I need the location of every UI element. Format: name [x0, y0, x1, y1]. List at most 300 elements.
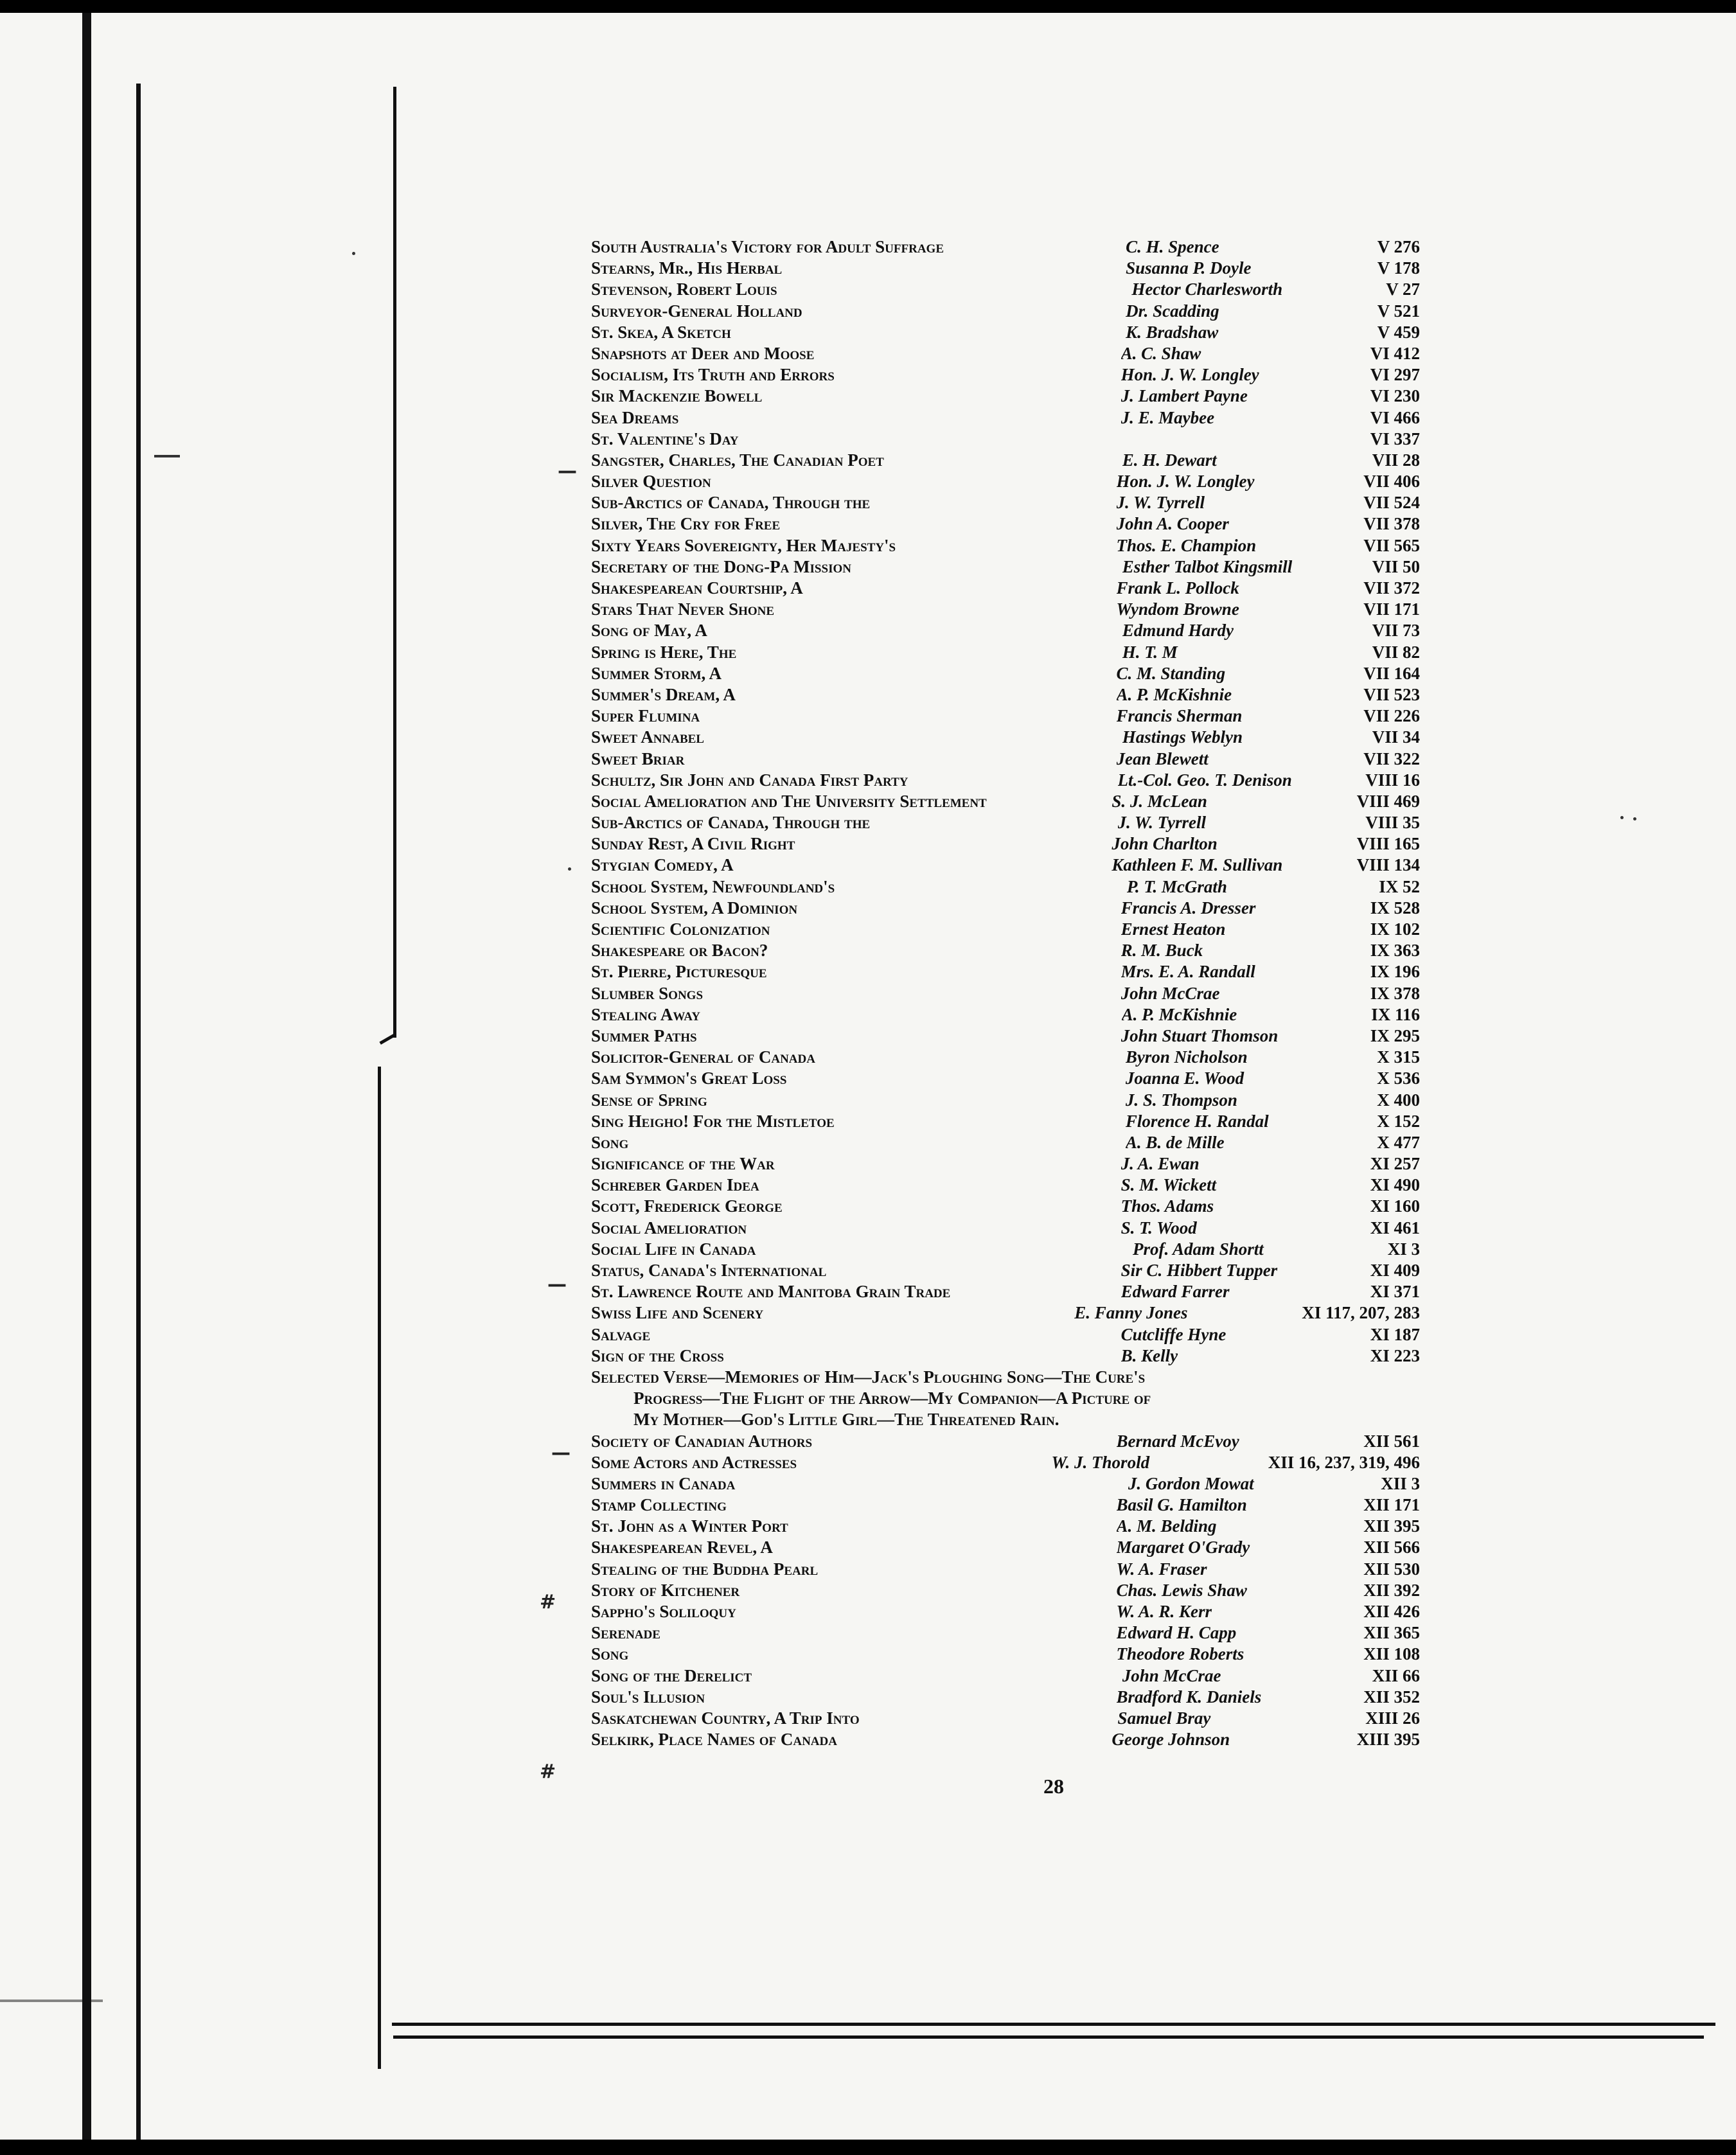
entry-volume: VI — [1370, 386, 1390, 406]
index-entry — [591, 663, 1420, 684]
entry-reference — [1388, 1239, 1420, 1260]
entry-page: 378 — [1394, 514, 1420, 534]
entry-page: 16, 237, 319, 496 — [1298, 1452, 1420, 1472]
entry-page: 395 — [1394, 1516, 1420, 1536]
entry-volume: VI — [1370, 365, 1390, 385]
entry-author: Thos. E. Champion — [1116, 535, 1257, 555]
pen-tally-mark: # — [540, 1760, 556, 1783]
entry-volume: VI — [1370, 429, 1390, 448]
index-entry — [591, 513, 1420, 535]
index-entry — [591, 919, 1420, 940]
index-entry — [591, 1324, 1420, 1345]
entry-reference — [1363, 1537, 1420, 1558]
entry-title: Sappho's Soliloquy — [591, 1602, 736, 1621]
entry-author: Margaret O'Grady — [1116, 1538, 1250, 1557]
entry-title: Summer Paths — [591, 1025, 697, 1045]
entry-title: Sweet Annabel — [591, 727, 704, 747]
entry-title: Schultz, Sir John and Canada First Party — [591, 770, 908, 790]
entry-title: Song of the Derelict — [591, 1665, 752, 1685]
entry-page: 134 — [1394, 855, 1420, 875]
entry-reference — [1370, 1324, 1420, 1345]
entry-title: Shakespearean Courtship, A — [591, 578, 803, 598]
index-entry — [591, 1068, 1420, 1089]
entry-author: K. Bradshaw — [1126, 322, 1219, 342]
entry-author: R. M. Buck — [1120, 941, 1203, 961]
entry-author: Joanna E. Wood — [1125, 1069, 1244, 1088]
entry-page: 524 — [1394, 493, 1420, 513]
entry-page: 28 — [1403, 450, 1420, 470]
entry-title: Selkirk, Place Names of Canada — [591, 1730, 837, 1750]
index-entry — [591, 535, 1420, 556]
entry-reference — [1377, 1132, 1420, 1153]
entry-volume: XIII — [1365, 1708, 1399, 1728]
entry-author: Hector Charlesworth — [1131, 279, 1283, 299]
entry-reference — [1363, 1580, 1420, 1601]
entry-page: 297 — [1394, 365, 1420, 385]
entry-volume: VII — [1363, 599, 1390, 619]
entry-reference — [1357, 833, 1420, 855]
index-entry — [591, 1047, 1420, 1068]
entry-author: B. Kelly — [1120, 1345, 1178, 1365]
entry-reference — [1370, 940, 1420, 961]
entry-author: Ernest Heaton — [1120, 919, 1226, 939]
index-entry — [591, 1601, 1420, 1622]
entry-reference — [1377, 236, 1420, 258]
entry-author: Hon. J. W. Longley — [1116, 472, 1255, 492]
entry-title: Summer Storm, A — [591, 663, 722, 683]
entry-reference — [1377, 258, 1420, 279]
entry-page: 523 — [1394, 684, 1420, 704]
entry-page: 108 — [1394, 1644, 1420, 1664]
entry-volume: XI — [1370, 1175, 1390, 1195]
entry-author: J. Lambert Payne — [1120, 386, 1248, 406]
entry-volume: X — [1377, 1047, 1390, 1067]
index-entry — [591, 471, 1420, 492]
entry-reference — [1363, 1601, 1420, 1622]
entry-volume: XII — [1363, 1602, 1390, 1621]
entry-page: 16 — [1403, 770, 1420, 790]
entry-volume: VIII — [1356, 855, 1390, 875]
bottom-rule-upper — [392, 2023, 1715, 2026]
entry-volume: X — [1377, 1090, 1390, 1110]
index-entry — [591, 236, 1420, 258]
entry-volume: IX — [1379, 876, 1399, 896]
entry-title: Significance of the War — [591, 1154, 775, 1174]
entry-reference — [1363, 578, 1420, 599]
entry-reference — [1363, 684, 1420, 705]
entry-author: J. Gordon Mowat — [1128, 1473, 1254, 1493]
entry-volume: V — [1377, 322, 1390, 342]
entry-page: 365 — [1394, 1623, 1420, 1643]
entry-author: A. P. McKishnie — [1121, 1004, 1237, 1024]
index-entry — [591, 1622, 1420, 1644]
entry-page: 165 — [1394, 834, 1420, 854]
entry-author: Kathleen F. M. Sullivan — [1112, 855, 1283, 875]
selected-verse-line: Progress—The Flight of the Arrow—My Companion—A Picture of — [633, 1388, 1151, 1408]
entry-author: John Stuart Thomson — [1120, 1025, 1279, 1045]
entry-reference — [1372, 620, 1420, 641]
entry-volume: XI — [1370, 1345, 1390, 1365]
entry-reference — [1386, 279, 1420, 300]
entry-page: 459 — [1394, 322, 1420, 342]
entry-title: Stealing Away — [591, 1004, 701, 1024]
entry-title: Song — [591, 1132, 629, 1152]
entry-reference — [1363, 749, 1420, 770]
entry-reference — [1370, 1218, 1420, 1239]
entry-title: Sense of Spring — [591, 1090, 707, 1110]
entry-title: Stars That Never Shone — [591, 599, 775, 619]
entry-volume: VIII — [1365, 770, 1399, 790]
entry-page: 52 — [1403, 876, 1420, 896]
pen-dash-mark: — — [558, 460, 577, 483]
entry-author: C. M. Standing — [1116, 663, 1226, 683]
entry-author: Thos. Adams — [1120, 1196, 1214, 1216]
page-number: 28 — [1043, 1775, 1064, 1798]
index-entry — [591, 749, 1420, 770]
entry-page: 469 — [1394, 791, 1420, 811]
entry-title: School System, A Dominion — [591, 898, 798, 918]
entry-volume: VII — [1363, 749, 1390, 768]
entry-author: Edmund Hardy — [1122, 621, 1234, 641]
index-entry — [591, 407, 1420, 429]
entry-reference — [1365, 770, 1420, 791]
entry-author: A. P. McKishnie — [1116, 684, 1232, 704]
selected-verse-line: My Mother—God's Little Girl—The Threatened Rain. — [633, 1410, 1059, 1430]
index-entry — [591, 983, 1420, 1004]
entry-title: Schreber Garden Idea — [591, 1175, 759, 1195]
entry-reference — [1381, 1473, 1420, 1494]
pen-dash-mark: — — [547, 1273, 567, 1296]
entry-title: Social Life in Canada — [591, 1239, 756, 1259]
entry-reference — [1370, 364, 1420, 386]
entry-page: 117, 207, 283 — [1325, 1303, 1420, 1323]
entry-title: Society of Canadian Authors — [591, 1431, 813, 1451]
entry-author: George Johnson — [1112, 1730, 1230, 1750]
entry-volume: V — [1377, 258, 1390, 278]
entry-title: St. Valentine's Day — [591, 429, 739, 448]
entry-volume: XII — [1363, 1687, 1390, 1707]
entry-author: E. Fanny Jones — [1074, 1303, 1188, 1323]
entry-page: 406 — [1394, 472, 1420, 492]
entry-title: Socialism, Its Truth and Errors — [591, 365, 835, 385]
entry-volume: V — [1377, 237, 1390, 256]
entry-author: Jean Blewett — [1116, 749, 1209, 768]
index-entry — [591, 855, 1420, 876]
entry-volume: IX — [1370, 983, 1390, 1003]
entry-author: Hon. J. W. Longley — [1120, 365, 1259, 385]
entry-title: Stygian Comedy, A — [591, 855, 734, 875]
entry-volume: VIII — [1356, 791, 1390, 811]
entry-author: S. J. McLean — [1112, 791, 1207, 811]
entry-reference — [1365, 1708, 1420, 1729]
entry-volume: V — [1386, 279, 1399, 299]
entry-reference — [1363, 1622, 1420, 1644]
entry-page: 171 — [1394, 1495, 1420, 1515]
index-entry — [591, 1153, 1420, 1175]
entry-reference — [1357, 855, 1420, 876]
entry-title: Song of May, A — [591, 621, 707, 641]
entry-page: 295 — [1394, 1025, 1420, 1045]
entry-volume: XI — [1370, 1261, 1390, 1280]
entry-title: Stealing of the Buddha Pearl — [591, 1559, 819, 1579]
entry-volume: VII — [1363, 472, 1390, 492]
entry-volume: VII — [1363, 535, 1390, 555]
entry-volume: VII — [1372, 642, 1399, 662]
index-entry — [591, 1218, 1420, 1239]
entry-title: Shakespearean Revel, A — [591, 1538, 773, 1557]
entry-reference — [1363, 1559, 1420, 1580]
entry-page: 566 — [1394, 1538, 1420, 1557]
entry-reference — [1363, 1494, 1420, 1516]
entry-author: Sir C. Hibbert Tupper — [1120, 1261, 1278, 1280]
entry-page: 521 — [1394, 301, 1420, 321]
entry-author: Chas. Lewis Shaw — [1116, 1580, 1247, 1600]
entry-author: Edward Farrer — [1120, 1282, 1230, 1302]
entry-reference — [1370, 1025, 1420, 1047]
entry-page: 565 — [1394, 535, 1420, 555]
left-frame-rule — [136, 84, 141, 2140]
entry-page: 35 — [1403, 813, 1420, 833]
entry-page: 230 — [1394, 386, 1420, 406]
scan-speck — [154, 455, 180, 457]
entry-title: Some Actors and Actresses — [591, 1452, 797, 1472]
scan-speck — [1633, 817, 1636, 820]
entry-volume: V — [1377, 301, 1390, 321]
entry-reference — [1370, 1196, 1420, 1217]
entry-page: 400 — [1394, 1090, 1420, 1110]
index-entry — [591, 1516, 1420, 1537]
entry-title: Social Amelioration — [591, 1218, 747, 1237]
entry-volume: VII — [1363, 706, 1390, 726]
entry-author: J. A. Ewan — [1120, 1154, 1200, 1174]
entry-author: John A. Cooper — [1116, 514, 1229, 534]
entry-page: 371 — [1394, 1282, 1420, 1302]
index-entry — [591, 1025, 1420, 1047]
index-entry — [591, 1537, 1420, 1558]
entry-author: W. J. Thorold — [1051, 1452, 1150, 1472]
entry-reference — [1357, 1729, 1420, 1750]
entry-reference — [1372, 556, 1420, 578]
entry-reference — [1363, 535, 1420, 556]
entry-volume: XII — [1363, 1580, 1390, 1600]
entry-title: Solicitor-General of Canada — [591, 1047, 815, 1067]
entry-page: 337 — [1394, 429, 1420, 448]
entry-volume: VII — [1372, 556, 1399, 576]
index-entry — [591, 1431, 1420, 1452]
entry-author: John Charlton — [1112, 834, 1218, 854]
index-entry — [591, 898, 1420, 919]
entry-reference — [1363, 471, 1420, 492]
entry-volume: XI — [1302, 1303, 1322, 1323]
entry-reference — [1372, 727, 1420, 748]
entry-author: P. T. McGrath — [1126, 876, 1227, 896]
entry-page: 223 — [1394, 1345, 1420, 1365]
index-entry — [591, 450, 1420, 471]
entry-author: A. M. Belding — [1116, 1516, 1217, 1536]
index-entry — [591, 833, 1420, 855]
entry-reference — [1370, 407, 1420, 429]
entry-page: 490 — [1394, 1175, 1420, 1195]
entry-reference — [1377, 301, 1420, 322]
entry-volume: XIII — [1356, 1730, 1390, 1750]
entry-page: 50 — [1403, 556, 1420, 576]
entry-title: Surveyor-General Holland — [591, 301, 802, 321]
entry-reference — [1363, 492, 1420, 513]
entry-reference — [1377, 1068, 1420, 1089]
index-entry — [591, 322, 1420, 343]
entry-title: Stevenson, Robert Louis — [591, 279, 777, 299]
index-entry — [591, 620, 1420, 641]
index-entry — [591, 1644, 1420, 1665]
index-entry — [591, 1494, 1420, 1516]
entry-title: Sam Symmon's Great Loss — [591, 1069, 787, 1088]
entry-volume: VI — [1370, 343, 1390, 363]
entry-title: Story of Kitchener — [591, 1580, 740, 1600]
entry-page: 378 — [1394, 983, 1420, 1003]
entry-page: 536 — [1394, 1069, 1420, 1088]
entry-reference — [1370, 1281, 1420, 1302]
entry-reference — [1372, 642, 1420, 663]
entry-page: 116 — [1394, 1004, 1420, 1024]
entry-title: Sub-Arctics of Canada, Through the — [591, 813, 871, 833]
entry-title: Sixty Years Sovereignty, Her Majesty's — [591, 535, 896, 555]
index-entry — [591, 492, 1420, 513]
entry-title: School System, Newfoundland's — [591, 876, 835, 896]
entry-volume: IX — [1370, 1025, 1390, 1045]
entry-reference — [1370, 1153, 1420, 1175]
entry-author: Francis A. Dresser — [1120, 898, 1256, 918]
entry-volume: XII — [1363, 1431, 1390, 1451]
index-entry — [591, 301, 1420, 322]
entry-page: 477 — [1394, 1132, 1420, 1152]
entry-title: Snapshots at Deer and Moose — [591, 343, 815, 363]
entry-volume: XI — [1370, 1196, 1390, 1216]
entry-volume: VIII — [1356, 834, 1390, 854]
entry-volume: XII — [1363, 1559, 1390, 1579]
entry-page: 27 — [1403, 279, 1420, 299]
entry-page: 160 — [1394, 1196, 1420, 1216]
index-entry — [591, 1260, 1420, 1281]
left-dashed-rule — [0, 2000, 103, 2002]
entry-author: W. A. Fraser — [1116, 1559, 1207, 1579]
entry-reference — [1357, 791, 1420, 812]
entry-reference — [1363, 1644, 1420, 1665]
index-entry — [591, 1239, 1420, 1260]
entry-volume: XI — [1370, 1218, 1390, 1237]
entry-reference — [1365, 812, 1420, 833]
scan-border-bottom — [0, 2140, 1736, 2155]
entry-title: Serenade — [591, 1623, 660, 1643]
entry-page: 152 — [1394, 1111, 1420, 1131]
entry-title: Sing Heigho! For the Mistletoe — [591, 1111, 835, 1131]
entry-title: Soul's Illusion — [591, 1687, 705, 1707]
entry-author: Frank L. Pollock — [1116, 578, 1239, 598]
entry-volume: VI — [1370, 407, 1390, 427]
entry-volume: VII — [1363, 578, 1390, 598]
entry-volume: VII — [1363, 684, 1390, 704]
entry-page: 171 — [1394, 599, 1420, 619]
entry-volume: XI — [1370, 1324, 1390, 1344]
entry-author: S. M. Wickett — [1120, 1175, 1217, 1195]
entry-title: Silver Question — [591, 472, 711, 492]
entry-page: 178 — [1394, 258, 1420, 278]
entry-title: Sir Mackenzie Bowell — [591, 386, 763, 406]
entry-page: 363 — [1394, 941, 1420, 961]
entry-title: Social Amelioration and The University Settlement — [591, 791, 987, 811]
entry-volume: XI — [1387, 1239, 1407, 1259]
entry-author: W. A. R. Kerr — [1116, 1602, 1212, 1621]
entry-title: Silver, The Cry for Free — [591, 514, 781, 534]
entry-page: 102 — [1394, 919, 1420, 939]
index-entry — [591, 556, 1420, 578]
index-entry — [591, 642, 1420, 663]
entry-reference — [1370, 429, 1420, 450]
entry-reference — [1363, 1687, 1420, 1708]
index-entry — [591, 258, 1420, 279]
entry-volume: VII — [1372, 727, 1399, 747]
entry-page: 426 — [1394, 1602, 1420, 1621]
index-entry — [591, 1708, 1420, 1729]
entry-author: J. E. Maybee — [1120, 407, 1215, 427]
entry-reference — [1370, 898, 1420, 919]
index-entry — [591, 343, 1420, 364]
entry-reference — [1377, 322, 1420, 343]
index-entry — [591, 1452, 1420, 1473]
entry-author: J. S. Thompson — [1125, 1090, 1237, 1110]
entry-page: 466 — [1394, 407, 1420, 427]
entry-author: Samuel Bray — [1117, 1708, 1211, 1728]
index-entry — [591, 705, 1420, 727]
index-entry — [591, 940, 1420, 961]
entry-title: Summer's Dream, A — [591, 684, 736, 704]
entry-volume: XII — [1381, 1473, 1407, 1493]
entry-title: St. Pierre, Picturesque — [591, 962, 767, 982]
entry-page: 226 — [1394, 706, 1420, 726]
index-entry — [591, 364, 1420, 386]
entry-reference — [1370, 919, 1420, 940]
index-entry — [591, 1665, 1420, 1687]
entry-volume: VII — [1363, 514, 1390, 534]
entry-author: Theodore Roberts — [1116, 1644, 1244, 1664]
entry-reference — [1370, 1175, 1420, 1196]
index-entry — [591, 684, 1420, 705]
entry-reference — [1302, 1302, 1420, 1324]
entry-reference — [1363, 663, 1420, 684]
entry-reference — [1370, 1345, 1420, 1367]
entry-author: Dr. Scadding — [1126, 301, 1219, 321]
entry-author: John McCrae — [1120, 983, 1220, 1003]
entry-volume: VII — [1363, 493, 1390, 513]
index-entry — [591, 1111, 1420, 1132]
left-margin-rule — [82, 13, 91, 2140]
entry-reference — [1363, 599, 1420, 620]
entry-page: 528 — [1394, 898, 1420, 918]
index-entry — [591, 1196, 1420, 1217]
entry-page: 3 — [1411, 1473, 1420, 1493]
entry-volume: XII — [1363, 1644, 1390, 1664]
entry-author: Bernard McEvoy — [1116, 1431, 1239, 1451]
entry-author: John McCrae — [1122, 1665, 1221, 1685]
entry-author: Cutcliffe Hyne — [1120, 1324, 1227, 1344]
entry-page: 395 — [1394, 1730, 1420, 1750]
entry-volume: VII — [1372, 621, 1399, 641]
entry-page: 196 — [1394, 962, 1420, 982]
index-entry — [591, 1090, 1420, 1111]
entry-author: S. T. Wood — [1120, 1218, 1197, 1237]
index-list — [591, 236, 1420, 1750]
entry-volume: XI — [1370, 1282, 1390, 1302]
entry-title: Song — [591, 1644, 629, 1664]
